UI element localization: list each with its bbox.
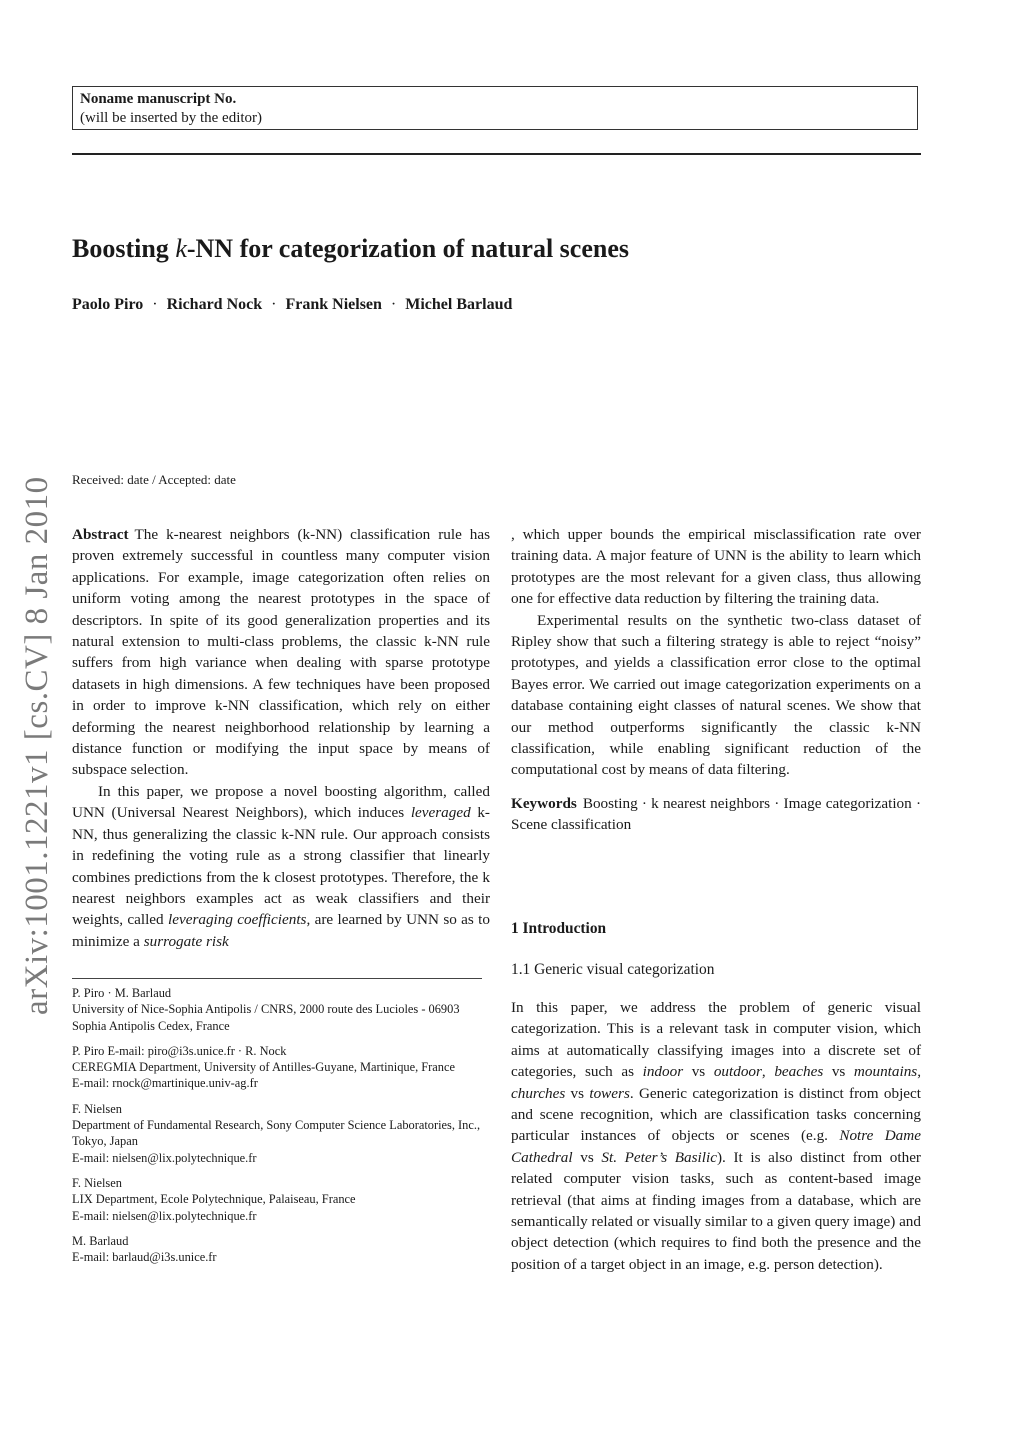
intro-emphasis: beaches (774, 1063, 824, 1081)
intro-paragraph (511, 997, 921, 1275)
affiliations (72, 985, 490, 1274)
affiliation-line: F. Nielsen (72, 1101, 122, 1116)
affiliation-block (72, 985, 490, 1034)
intro-emphasis: churches (511, 1084, 566, 1102)
intro-emphasis: mountains (853, 1063, 918, 1081)
introduction-text (511, 997, 921, 1275)
affiliation-line: E-mail: nielsen@lix.polytechnique.fr (72, 1150, 257, 1165)
intro-emphasis: outdoor (713, 1063, 762, 1081)
footnote-rule (72, 978, 482, 979)
keywords (511, 793, 921, 836)
affiliation-block (72, 1101, 490, 1166)
author-separator: · (390, 296, 397, 313)
subsection-heading: 1.1 Generic visual categorization (511, 961, 715, 978)
intro-text: . Generic categorization is distinct from object and scene recognition, which are classification tasks concerning particular instances of objects or scenes (e.g. (511, 1084, 921, 1145)
affiliation-line: P. Piro · M. Barlaud (72, 986, 172, 1000)
keywords-text: Boosting · k nearest neighbors · Image categorization · Scene classification (511, 794, 921, 834)
affiliation-line: E-mail: barlaud@i3s.unice.fr (72, 1250, 217, 1265)
keywords-label: Keywords (511, 794, 577, 812)
affiliation-line: F. Nielsen (72, 1175, 122, 1190)
editor-note: (will be inserted by the editor) (80, 110, 263, 126)
affiliation-line: E-mail: nielsen@lix.polytechnique.fr (72, 1208, 257, 1223)
author-separator: · (271, 296, 277, 313)
abstract-text: , are learned by UNN so as to minimize a (72, 911, 490, 950)
manuscript-number: Noname manuscript No. (80, 91, 237, 107)
abstract-emphasis: leveraging coefficients (168, 911, 307, 929)
author-name: Frank Nielsen (285, 296, 382, 313)
author-list (72, 294, 932, 316)
author-separator: · (152, 296, 158, 313)
abstract-paragraph-2-continued (511, 524, 921, 610)
intro-emphasis: Notre Dame Cathedral (511, 1127, 921, 1166)
affiliation-line: M. Barlaud (72, 1233, 129, 1248)
abstract-text: k-NN, thus generalizing the classic k-NN rule. Our approach consists in redefining the voting rule as a strong classifier that linearly combines predictions from the k closest prototypes. Therefore, the k nearest neighbors examples act as weak classifiers and their weights, called (72, 804, 490, 929)
title-pre: Boosting (72, 234, 176, 263)
intro-text: vs (572, 1148, 602, 1166)
abstract-paragraph-3 (511, 610, 921, 781)
affiliation-line: University of Nice-Sophia Antipolis / CNRS, 2000 route des Lucioles - 06903 Sophia Antipolis Cedex, France (72, 1002, 460, 1033)
affiliation-block (72, 1233, 490, 1266)
intro-text: vs (683, 1063, 714, 1081)
manuscript-header-box (72, 86, 918, 130)
title-post: -NN for categorization of natural scenes (186, 234, 629, 263)
intro-text: , (917, 1063, 922, 1081)
abstract-paragraph-1 (72, 524, 490, 781)
section-heading: 1 Introduction (511, 920, 607, 937)
abstract-emphasis: leveraged (410, 804, 471, 822)
affiliation-block (72, 1043, 490, 1092)
abstract-paragraph-2 (72, 781, 490, 952)
affiliation-line: E-mail: rnock@martinique.univ-ag.fr (72, 1076, 258, 1091)
affiliation-line: P. Piro E-mail: piro@i3s.unice.fr · R. Nock (72, 1043, 287, 1058)
arxiv-stamp: arXiv:1001.1221v1 [cs.CV] 8 Jan 2010 (19, 476, 55, 1015)
author-name: Michel Barlaud (405, 296, 513, 313)
intro-text: ). It is also distinct from other related computer vision tasks, such as content-based image retrieval (that aims at finding images from a database, which are semantically related or visually similar to a given query image) and object detection (which requires to find both the presence and the position of a target object in an image, e.g. person detection). (511, 1148, 921, 1273)
title-k: k (175, 234, 187, 263)
author-name: Paolo Piro (72, 296, 144, 313)
intro-text: vs (823, 1063, 854, 1081)
intro-emphasis: indoor (642, 1063, 684, 1081)
affiliation-block (72, 1175, 490, 1224)
abstract-text: , which upper bounds the empirical misclassification rate over training data. A major feature of UNN is the ability to learn which prototypes are the most relevant for a given class, thus allowing one for effective data reduction by filtering the training data. (511, 526, 921, 608)
intro-text: , (761, 1063, 775, 1081)
intro-text: In this paper, we address the problem of generic visual categorization. This is a relevant task in computer vision, which aims at automatically classifying images into a discrete set of categories, such as (511, 999, 921, 1081)
abstract-right-column (511, 524, 921, 836)
intro-emphasis: St. Peter’s Basilic (601, 1148, 717, 1166)
abstract-label: Abstract (72, 526, 129, 543)
intro-text: vs (565, 1084, 590, 1102)
abstract-text: Experimental results on the synthetic two-class dataset of Ripley show that such a filtering strategy is able to reject “noisy” prototypes, and yields a classification error close to the optimal Bayes error. We carried out image categorization experiments on a database containing eight classes of natural scenes. We show that our method outperforms significantly the classic k-NN classification, while enabling significant reduction of the computational cost by means of data filtering. (511, 611, 921, 779)
affiliation-line: CEREGMIA Department, University of Antilles-Guyane, Martinique, France (72, 1060, 455, 1075)
paper-title (72, 232, 932, 266)
header-rule (72, 153, 921, 155)
received-date: Received: date / Accepted: date (72, 472, 236, 487)
abstract-text: In this paper, we propose a novel boosting algorithm, called UNN (Universal Nearest Neighbors), which induces (72, 782, 490, 822)
abstract-emphasis: surrogate risk (143, 932, 229, 950)
affiliation-line: LIX Department, Ecole Polytechnique, Palaiseau, France (72, 1192, 356, 1207)
abstract-text: The k-nearest neighbors (k-NN) classification rule has proven extremely successful in countless many computer vision applications. For example, image categorization often relies on uniform voting among the nearest prototypes in the space of descriptors. In spite of its good generalization properties and its natural extension to multi-class problems, the classic k-NN rule suffers from high variance when dealing with sparse prototype datasets in high dimensions. A few techniques have been proposed in order to improve k-NN classification, which rely on either deforming the nearest neighborhood relationship by learning a distance function or modifying the input space by means of subspace selection. (72, 526, 490, 779)
affiliation-line: Department of Fundamental Research, Sony Computer Science Laboratories, Inc., Tokyo, Japan (72, 1118, 481, 1149)
intro-emphasis: towers (589, 1084, 630, 1102)
author-name: Richard Nock (166, 296, 263, 313)
abstract-left-column (72, 524, 490, 952)
